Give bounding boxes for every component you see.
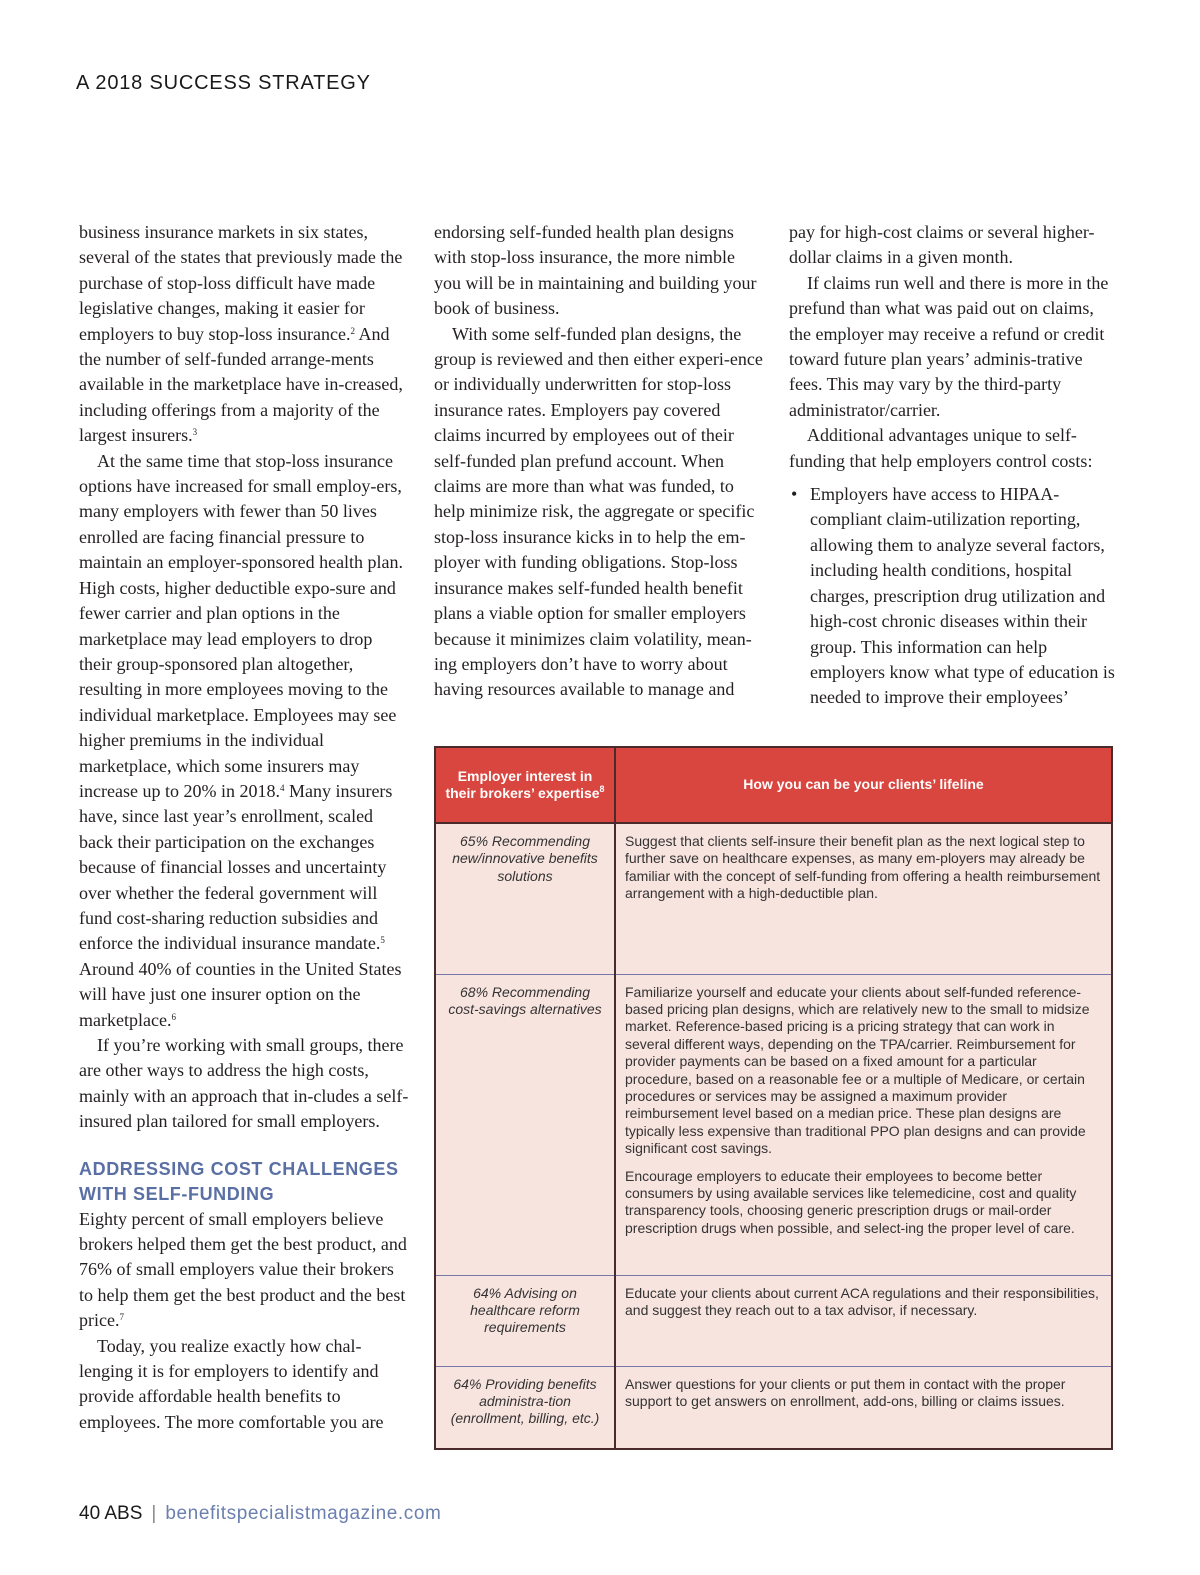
paragraph: Eighty percent of small employers believe brokers helped them get the best product, and 76% of small employers value their brokers to help them get the best product and the best price.$^7$ [79,1208,407,1331]
column-3 [789,220,1115,711]
footnote-ref: 8 [599,784,605,794]
paragraph: With some self-funded plan designs, the group is reviewed and then either experi-ence or individually underwritten for stop-loss insurance rates. Employers pay covered claims incurred by employees out of their self-funded plan prefund account. When claims are more than what was funded, to help minimize risk, the aggregate or specific stop-loss insurance kicks in to help the em-ployer with funding obligations. Stop-loss insurance makes self-funded health benefit plans a viable option for smaller employers because it minimizes claim volatility, mean-ing employers don’t have to worry about having resources available to manage and [434,323,763,700]
paragraph: Additional advantages unique to self-funding that help employers control costs: [789,425,1093,471]
bullet-list [789,482,1115,711]
column-header-interest: Employer interest in their brokers’ expertise$^8$ [435,747,615,823]
broker-expertise-table [434,746,1113,1450]
column-1 [79,220,409,1435]
publication-name: ABS [104,1503,143,1524]
running-header: A 2018 SUCCESS STRATEGY [76,72,371,94]
footnote-ref: 6 [171,1011,176,1022]
section-heading: ADDRESSING COST CHALLENGES WITH SELF-FUNDING [79,1158,399,1204]
table-row [435,974,1112,1275]
footnote-ref: 3 [192,427,198,438]
page-number: 40 [79,1503,101,1524]
footnote-ref: 4 [279,782,285,793]
lifeline-cell: Suggest that clients self-insure their benefit plan as the next logical step to further save on healthcare expenses, as many em-ployers may already be familiar with the concept of self-funding from offering a health reimbursement arrangement with a high-deductible plan. [615,823,1112,974]
table-header-row [435,747,1112,823]
footnote-ref: 7 [119,1312,124,1323]
lifeline-cell: Familiarize yourself and educate your clients about self-funded reference-based pricing plan designs, which are relatively new to the small to midsize market. Reference-based pricing is a pricing strategy that can work in several different ways, depending on the TPA/carrier. Reimbursement for provider payments can be based on a fixed amount for a particular procedure, based on a reasonable fee or a multiple of Medicare, or certain procedures or services may be assigned a maximum provider reimbursement level based on a median price. These plan designs are typically less expensive than traditional PPO plan designs and can provide significant cost savings. Encourage employers to educate their employees to become better consumers by using available services like telemedicine, cost and quality transparency tools, choosing generic prescription drugs or mail-order prescription drugs when possible, and select-ing the proper level of care. [615,974,1112,1275]
footnote-ref: 5 [380,935,385,946]
paragraph: endorsing self-funded health plan designs with stop-loss insurance, the more nimble you will be in maintaining and building your book of business. [434,222,757,319]
list-item: • Employers have access to HIPAA-compliant claim-utilization reporting, allowing them to analyze several factors, including health conditions, hospital charges, prescription drug utilization and high-cost chronic diseases within their group. This information can help employers know what type of education is needed to improve their employees’ [810,482,1115,711]
lifeline-cell: Answer questions for your clients or put them in contact with the proper support to get answers on enrollment, add-ons, billing or claims issues. [615,1366,1112,1449]
table-row [435,823,1112,974]
lifeline-cell: Educate your clients about current ACA regulations and their responsibilities, and suggest they reach out to a tax advisor, if necessary. [615,1275,1112,1366]
table-row [435,1366,1112,1449]
interest-cell: 64% Advising on healthcare reform requirements [435,1275,615,1366]
interest-cell: 68% Recommending cost-savings alternatives [435,974,615,1275]
column-2 [434,220,764,703]
interest-cell: 64% Providing benefits administra-tion (enrollment, billing, etc.) [435,1366,615,1449]
page-footer [79,1503,442,1525]
paragraph: pay for high-cost claims or several higher-dollar claims in a given month. [789,222,1095,268]
paragraph: If claims run well and there is more in the prefund than what was paid out on claims, the employer may receive a refund or credit toward future plan years’ adminis-trative fees. This may vary by the third-party administrator/carrier. [789,272,1109,420]
paragraph: If you’re working with small groups, there are other ways to address the high costs, mainly with an approach that in-cludes a self-insured plan tailored for small employers. [79,1035,409,1132]
footnote-ref: 2 [350,325,355,336]
column-header-lifeline: How you can be your clients’ lifeline [615,747,1112,823]
website-link[interactable]: benefitspecialistmagazine.com [165,1503,442,1524]
interest-cell: 65% Recommending new/innovative benefits solutions [435,823,615,974]
paragraph: Today, you realize exactly how chal-lenging it is for employers to identify and provide affordable health benefits to employees. The more comfortable you are [79,1335,384,1432]
paragraph: At the same time that stop-loss insurance options have increased for small employ-ers, many employers with fewer than 50 lives enrolled are facing financial pressure to maintain an employer-sponsored health plan. High costs, higher deductible expo-sure and fewer carrier and plan options in the marketplace may lead employers to drop their group-sponsored plan altogether, resulting in more employees moving to the individual marketplace. Employees may see higher premiums in the individual marketplace, which some insurers may increase up to 20% in 2018.$^4$ Many insurers have, since last year’s enrollment, scaled back their participation on the exchanges because of financial losses and uncertainty over whether the federal government will fund cost-sharing reduction subsidies and enforce the individual insurance mandate.$^5$ Around 40% of counties in the United States will have just one insurer option on the marketplace.$^6$ [79,450,404,1030]
paragraph: business insurance markets in six states, several of the states that previously made the purchase of stop-loss difficult have made legislative changes, making it easier for employers to buy stop-loss insurance.$^2$ And the number of self-funded arrange-ments available in the marketplace have in-creased, including offerings from a majority of the largest insurers.$^3$ [79,222,403,446]
footer-separator: | [151,1503,157,1524]
table-row [435,1275,1112,1366]
